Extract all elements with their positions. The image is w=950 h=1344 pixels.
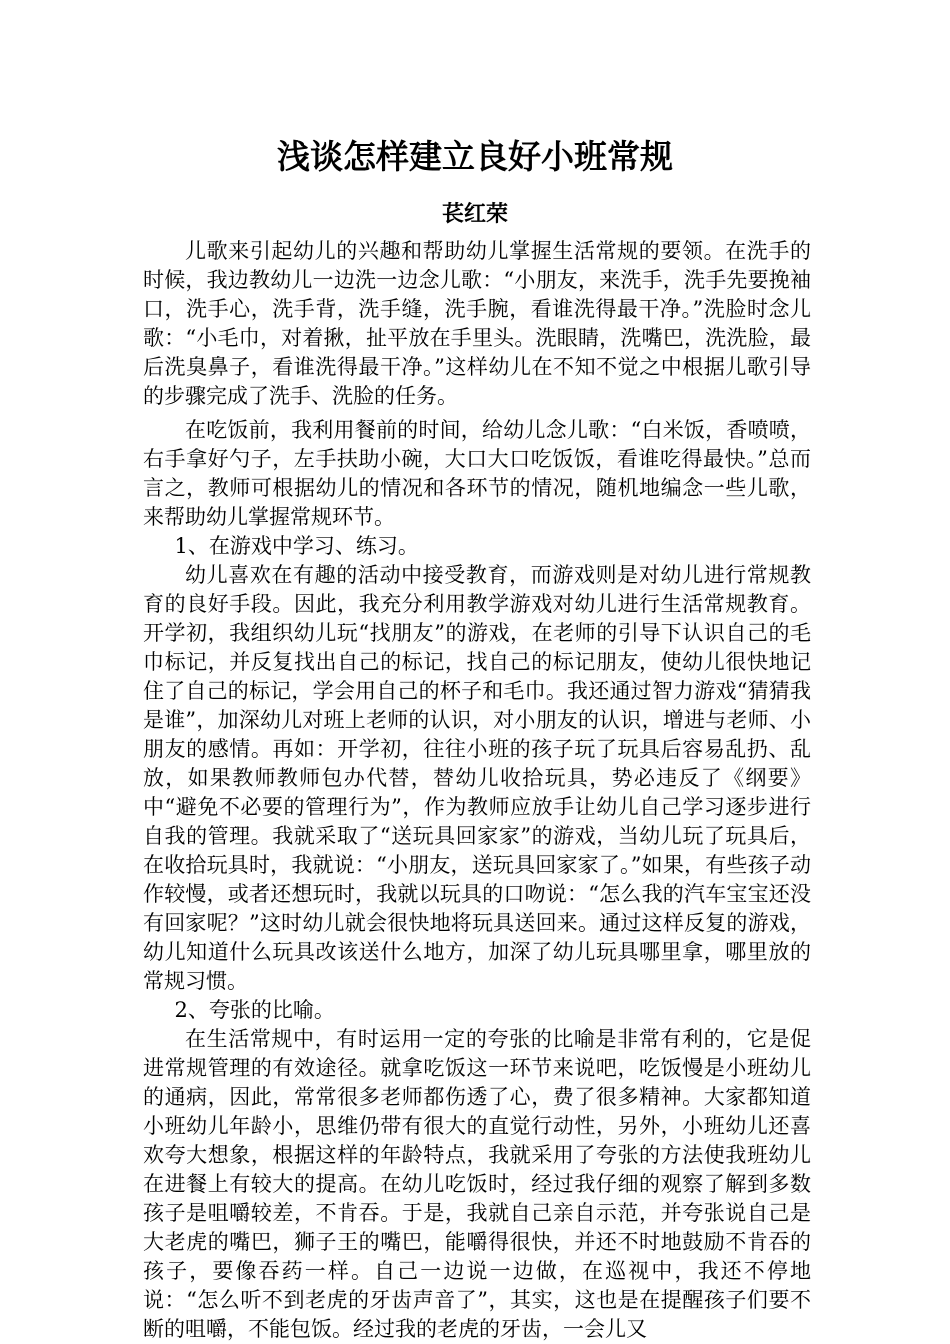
paragraph: 在生活常规中，有时运用一定的夸张的比喻是非常有利的，它是促进常规管理的有效途径。就拿吃饭这一环节来说吧，吃饭慢是小班幼儿的通病，因此，常常很多老师都伤透了心，费了很多精神。大家都知道小班幼儿年龄小，思维仍带有很大的直觉行动性，另外，小班幼儿还喜欢夸大想象，根据这样的年龄特点，我就采用了夸张的方法使我班幼儿在进餐上有较大的提高。在幼儿吃饭时，经过我仔细的观察了解到多数孩子是咀嚼较差，不肯吞。于是，我就自己亲自示范，并夸张说自己是大老虎的嘴巴，狮子王的嘴巴，能嚼得很快，并还不时地鼓励不肯吞的孩子，要像吞药一样。自己一边说一边做，在巡视中，我还不停地说：“怎么听不到老虎的牙齿声音了”，其实，这也是在提醒孩子们要不断的咀嚼，不能包饭。经过我的老虎的牙齿，一会儿又 (143, 1027, 811, 1341)
document-title: 浅谈怎样建立良好小班常规 (277, 137, 673, 176)
document-body (143, 237, 811, 1344)
author-name: 苌红荣 (441, 202, 508, 227)
paragraph: 儿歌来引起幼儿的兴趣和帮助幼儿掌握生活常规的要领。在洗手的时候，我边教幼儿一边洗一边念儿歌：“小朋友，来洗手，洗手先要挽袖口，洗手心，洗手背，洗手缝，洗手腕，看谁洗得最干净。”洗脸时念儿歌：“小毛巾，对着揪，扯平放在手里头。洗眼睛，洗嘴巴，洗洗脸，最后洗臭鼻子，看谁洗得最干净。”这样幼儿在不知不觉之中根据儿歌引导的步骤完成了洗手、洗脸的任务。 (143, 239, 811, 408)
paragraph: 幼儿喜欢在有趣的活动中接受教育，而游戏则是对幼儿进行常规教育的良好手段。因此，我充分利用教学游戏对幼儿进行生活常规教育。开学初，我组织幼儿玩“找朋友”的游戏，在老师的引导下认识自己的毛巾标记，并反复找出自己的标记，找自己的标记朋友，使幼儿很快地记住了自己的标记，学会用自己的杯子和毛巾。我还通过智力游戏“猜猜我是谁”，加深幼儿对班上老师的认识，对小朋友的认识，增进与老师、小朋友的感情。再如：开学初，往往小班的孩子玩了玩具后容易乱扔、乱放，如果教师教师包办代替，替幼儿收拾玩具，势必违反了《纲要》中“避免不必要的管理行为”，作为教师应放手让幼儿自己学习逐步进行自我的管理。我就采取了“送玩具回家家”的游戏，当幼儿玩了玩具后，在收拾玩具时，我就说：“小朋友，送玩具回家家了。”如果，有些孩子动作较慢，或者还想玩时，我就以玩具的口吻说：“怎么我的汽车宝宝还没有回家呢？”这时幼儿就会很快地将玩具送回来。通过这样反复的游戏，幼儿知道什么玩具改该送什么地方，加深了幼儿玩具哪里拿，哪里放的常规习惯。 (143, 563, 811, 993)
section-heading: 1、在游戏中学习、练习。 (174, 534, 419, 558)
section-heading: 2、夸张的比喻。 (174, 998, 335, 1022)
paragraph: 在吃饭前，我利用餐前的时间，给幼儿念儿歌：“白米饭，香喷喷，右手拿好勺子，左手扶助小碗，大口大口吃饭饭，看谁吃得最快。”总而言之，教师可根据幼儿的情况和各环节的情况，随机地编念一些儿歌，来帮助幼儿掌握常规环节。 (143, 418, 811, 529)
